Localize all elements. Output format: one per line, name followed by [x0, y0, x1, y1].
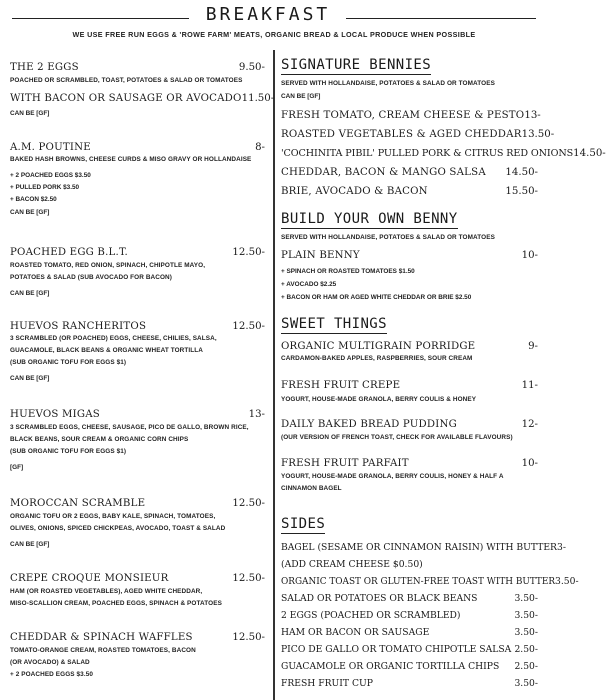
item-price: 3.50- — [514, 678, 538, 689]
gluten-free-note: CAN BE [GF] — [10, 290, 50, 297]
item-name: 2 EGGS (POACHED OR SCRAMBLED) — [281, 610, 461, 621]
item-price: 13- — [524, 110, 541, 121]
item-description: OLIVES, ONIONS, SPICED CHICKPEAS, AVOCADO, TOAST & SALAD — [10, 525, 226, 532]
item-name: GUACAMOLE OR ORGANIC TORTILLA CHIPS — [281, 661, 500, 672]
item-price: 2.50- — [514, 644, 538, 655]
item-price: 9.50- — [238, 62, 265, 73]
item-description: (OR AVOCADO) & SALAD — [10, 659, 90, 666]
section-description: SERVED WITH HOLLANDAISE, POTATOES & SALAD OR TOMATOES — [281, 80, 495, 87]
item-description: ORGANIC TOFU OR 2 EGGS, BABY KALE, SPINACH, TOMATOES, — [10, 513, 216, 520]
item-description: (SUB ORGANIC TOFU FOR EGGS $1) — [10, 359, 127, 366]
add-on-option: + 2 POACHED EGGS $3.50 — [10, 172, 91, 179]
item-price: 10- — [521, 458, 538, 469]
item-name: (ADD CREAM CHEESE $0.50) — [281, 559, 423, 570]
item-price: 14.50- — [505, 167, 538, 178]
item-description: (SUB ORGANIC TOFU FOR EGGS $1) — [10, 448, 127, 455]
item-name: 'COCHINITA PIBIL' PULLED PORK & CITRUS RED ONIONS — [281, 148, 574, 159]
column-divider — [273, 50, 275, 700]
benny-item — [281, 110, 541, 121]
menu-item — [281, 341, 538, 365]
add-on-option: + PULLED PORK $3.50 — [10, 184, 80, 191]
item-description: YOGURT, HOUSE-MADE GRANOLA, BERRY COULIS & HONEY — [281, 396, 477, 403]
item-name: PLAIN BENNY — [281, 250, 360, 261]
item-price: 14.50- — [573, 148, 606, 159]
add-on-option: + BACON $2.50 — [10, 196, 57, 203]
item-price: 12.50- — [232, 632, 265, 643]
item-price: 12.50- — [232, 573, 265, 584]
menu-item — [10, 62, 275, 120]
gluten-free-note: CAN BE [GF] — [10, 110, 50, 117]
item-description: ROASTED TOMATO, RED ONION, SPINACH, CHIPOTLE MAYO, — [10, 262, 206, 269]
item-price: 13.50- — [521, 129, 555, 140]
item-name: HAM OR BACON OR SAUSAGE — [281, 627, 430, 638]
item-name: FRESH FRUIT CUP — [281, 678, 373, 689]
item-price: 12.50- — [232, 498, 265, 509]
item-description: BAKED HASH BROWNS, CHEESE CURDS & MISO GRAVY OR HOLLANDAISE — [10, 156, 252, 163]
item-description: MISO-SCALLION CREAM, POACHED EGGS, SPINACH & POTATOES — [10, 600, 222, 607]
section-heading-sweet: SWEET THINGS — [281, 316, 387, 332]
side-item — [281, 610, 538, 621]
menu-item — [281, 419, 538, 444]
item-name: SALAD OR POTATOES OR BLACK BEANS — [281, 593, 478, 604]
section-heading-sides: SIDES — [281, 516, 326, 532]
benny-item — [281, 129, 555, 140]
benny-item — [281, 250, 538, 261]
item-name: BAGEL (SESAME OR CINNAMON RAISIN) WITH BUTTER — [281, 542, 557, 553]
title-rule-right — [346, 18, 536, 19]
item-price: 3.50- — [514, 627, 538, 638]
item-price: 12.50- — [232, 321, 265, 332]
item-name: CHEDDAR & SPINACH WAFFLES — [10, 632, 193, 643]
item-variant-price: 11.50- — [241, 93, 275, 104]
item-price: 10- — [521, 250, 538, 261]
menu-header — [0, 4, 548, 26]
item-name: BRIE, AVOCADO & BACON — [281, 186, 428, 197]
item-description: POTATOES & SALAD (SUB AVOCADO FOR BACON) — [10, 274, 172, 281]
item-price: 3.50- — [514, 593, 538, 604]
item-price: 13- — [248, 409, 265, 420]
item-price: 2.50- — [514, 661, 538, 672]
menu-item — [10, 142, 265, 219]
item-name: MOROCCAN SCRAMBLE — [10, 498, 146, 509]
item-price: 8- — [255, 142, 265, 153]
item-price: 11- — [521, 380, 538, 391]
item-name: THE 2 EGGS — [10, 62, 79, 73]
item-description: (OUR VERSION OF FRENCH TOAST, CHECK FOR AVAILABLE FLAVOURS) — [281, 434, 513, 441]
menu-item — [10, 409, 265, 474]
menu-item — [281, 458, 538, 495]
item-price: 12- — [521, 419, 538, 430]
side-item — [281, 559, 538, 570]
item-price: 3.50- — [555, 576, 579, 587]
item-name: ROASTED VEGETABLES & AGED CHEDDAR — [281, 129, 522, 140]
menu-item — [10, 321, 265, 385]
item-description: 3 SCRAMBLED (OR POACHED) EGGS, CHEESE, CHILIES, SALSA, — [10, 335, 217, 342]
menu-item — [10, 247, 265, 300]
side-item — [281, 644, 538, 655]
item-name: ORGANIC TOAST OR GLUTEN-FREE TOAST WITH BUTTER — [281, 577, 556, 587]
side-item — [281, 542, 566, 553]
section-description: SERVED WITH HOLLANDAISE, POTATOES & SALAD OR TOMATOES — [281, 234, 495, 241]
side-item — [281, 593, 538, 604]
add-on-option: + AVOCADO $2.25 — [281, 281, 337, 288]
item-price: 3.50- — [514, 610, 538, 621]
menu-item — [10, 632, 265, 681]
item-name: DAILY BAKED BREAD PUDDING — [281, 419, 457, 430]
item-description: CINNAMON BAGEL — [281, 485, 342, 492]
item-name: A.M. POUTINE — [10, 142, 91, 153]
item-name: ORGANIC MULTIGRAIN PORRIDGE — [281, 341, 476, 352]
section-heading-byo: BUILD YOUR OWN BENNY — [281, 211, 458, 227]
side-item — [281, 576, 579, 587]
item-description: 3 SCRAMBLED EGGS, CHEESE, SAUSAGE, PICO DE GALLO, BROWN RICE, — [10, 424, 249, 431]
item-price: 12.50- — [232, 247, 265, 258]
title-rule-left — [12, 18, 189, 19]
add-on-option: + 2 POACHED EGGS $3.50 — [10, 671, 94, 678]
section-heading-bennies: SIGNATURE BENNIES — [281, 57, 432, 73]
item-name: CREPE CROQUE MONSIEUR — [10, 573, 169, 584]
item-description: POACHED OR SCRAMBLED, TOAST, POTATOES & SALAD OR TOMATOES — [10, 77, 243, 84]
gluten-free-note: CAN BE [GF] — [10, 541, 50, 548]
gluten-free-note: CAN BE [GF] — [10, 375, 50, 382]
item-name: FRESH FRUIT PARFAIT — [281, 458, 409, 469]
item-name: PICO DE GALLO OR TOMATO CHIPOTLE SALSA — [281, 644, 512, 655]
gluten-free-note: CAN BE [GF] — [281, 93, 321, 100]
item-name: FRESH TOMATO, CREAM CHEESE & PESTO — [281, 110, 525, 121]
item-description: CARDAMON-BAKED APPLES, RASPBERRIES, SOUR CREAM — [281, 355, 473, 362]
item-description: YOGURT, HOUSE-MADE GRANOLA, BERRY COULIS, HONEY & HALF A — [281, 473, 504, 480]
item-name: POACHED EGG B.L.T. — [10, 247, 128, 258]
benny-item — [281, 167, 538, 178]
item-name: HUEVOS RANCHERITOS — [10, 321, 147, 332]
menu-item — [10, 573, 265, 610]
page-title: BREAKFAST — [205, 4, 331, 25]
item-variant-name: WITH BACON OR SAUSAGE OR AVOCADO — [10, 93, 242, 104]
side-item — [281, 678, 538, 689]
item-description: HAM (OR ROASTED VEGETABLES), AGED WHITE CHEDDAR, — [10, 588, 203, 595]
benny-item — [281, 148, 606, 159]
item-name: CHEDDAR, BACON & MANGO SALSA — [281, 167, 486, 178]
benny-item — [281, 186, 538, 197]
item-description: TOMATO-ORANGE CREAM, ROASTED TOMATOES, BACON — [10, 647, 196, 654]
side-item — [281, 627, 538, 638]
item-price: 15.50- — [505, 186, 538, 197]
item-price: 3- — [556, 542, 566, 553]
tagline: WE USE FREE RUN EGGS & 'ROWE FARM' MEATS, ORGANIC BREAD & LOCAL PRODUCE WHEN POSSIBLE — [72, 30, 476, 39]
add-on-option: + BACON OR HAM OR AGED WHITE CHEDDAR OR BRIE $2.50 — [281, 294, 472, 301]
gluten-free-note: [GF] — [10, 464, 24, 471]
gluten-free-note: CAN BE [GF] — [10, 209, 50, 216]
menu-item — [281, 380, 538, 406]
item-name: FRESH FRUIT CREPE — [281, 380, 401, 391]
add-on-option: + SPINACH OR ROASTED TOMATOES $1.50 — [281, 268, 415, 275]
menu-item — [10, 498, 265, 551]
side-item — [281, 661, 538, 672]
item-description: GUACAMOLE, BLACK BEANS & ORGANIC WHEAT TORTILLA — [10, 347, 203, 354]
item-description: BLACK BEANS, SOUR CREAM & ORGANIC CORN CHIPS — [10, 436, 189, 443]
item-name: HUEVOS MIGAS — [10, 409, 100, 420]
item-price: 9- — [528, 341, 538, 352]
